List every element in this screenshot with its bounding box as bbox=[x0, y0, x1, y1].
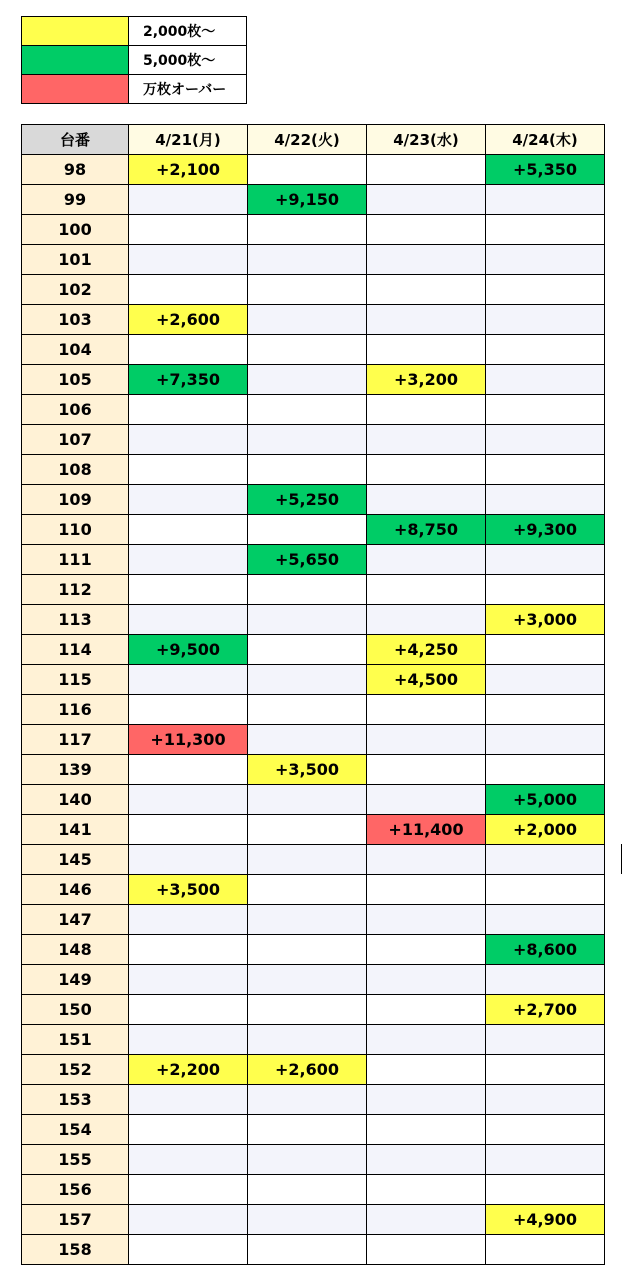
result-cell bbox=[129, 185, 248, 215]
result-cell bbox=[248, 425, 367, 455]
machine-number-cell: 112 bbox=[22, 575, 129, 605]
result-cell bbox=[486, 1085, 605, 1115]
table-row bbox=[22, 455, 605, 485]
table-row bbox=[22, 1235, 605, 1265]
machine-number-cell: 104 bbox=[22, 335, 129, 365]
table-row bbox=[22, 1025, 605, 1055]
result-cell: +9,150 bbox=[248, 185, 367, 215]
result-cell: +5,000 bbox=[486, 785, 605, 815]
result-cell bbox=[129, 605, 248, 635]
machine-number-cell: 153 bbox=[22, 1085, 129, 1115]
table-row bbox=[22, 395, 605, 425]
result-cell bbox=[486, 575, 605, 605]
result-cell bbox=[129, 395, 248, 425]
result-cell bbox=[486, 725, 605, 755]
result-cell bbox=[248, 935, 367, 965]
machine-number-cell: 150 bbox=[22, 995, 129, 1025]
result-cell bbox=[367, 545, 486, 575]
machine-number-header: 台番 bbox=[22, 125, 129, 155]
result-cell bbox=[486, 1145, 605, 1175]
result-cell: +2,200 bbox=[129, 1055, 248, 1085]
legend-row-5000 bbox=[22, 46, 247, 75]
result-cell: +7,350 bbox=[129, 365, 248, 395]
result-cell bbox=[248, 995, 367, 1025]
result-cell bbox=[367, 1145, 486, 1175]
result-cell bbox=[367, 1175, 486, 1205]
result-cell bbox=[129, 575, 248, 605]
table-row bbox=[22, 665, 605, 695]
day-header: 4/24(木) bbox=[486, 125, 605, 155]
result-cell: +9,300 bbox=[486, 515, 605, 545]
table-row bbox=[22, 905, 605, 935]
machine-number-cell: 100 bbox=[22, 215, 129, 245]
machine-number-cell: 109 bbox=[22, 485, 129, 515]
result-cell bbox=[248, 1025, 367, 1055]
result-cell: +2,100 bbox=[129, 155, 248, 185]
result-cell bbox=[367, 575, 486, 605]
table-row bbox=[22, 935, 605, 965]
result-cell bbox=[248, 815, 367, 845]
machine-number-cell: 139 bbox=[22, 755, 129, 785]
result-cell bbox=[486, 485, 605, 515]
day-header: 4/22(火) bbox=[248, 125, 367, 155]
result-cell bbox=[129, 1145, 248, 1175]
machine-number-cell: 113 bbox=[22, 605, 129, 635]
result-cell: +2,700 bbox=[486, 995, 605, 1025]
result-cell bbox=[367, 215, 486, 245]
day-header: 4/21(月) bbox=[129, 125, 248, 155]
result-cell: +2,600 bbox=[129, 305, 248, 335]
result-cell bbox=[486, 1025, 605, 1055]
result-cell bbox=[486, 665, 605, 695]
table-row bbox=[22, 155, 605, 185]
machine-number-cell: 146 bbox=[22, 875, 129, 905]
table-row bbox=[22, 1055, 605, 1085]
machine-number-cell: 116 bbox=[22, 695, 129, 725]
table-row bbox=[22, 875, 605, 905]
result-cell bbox=[486, 425, 605, 455]
result-cell bbox=[129, 905, 248, 935]
table-row bbox=[22, 485, 605, 515]
result-cell bbox=[248, 245, 367, 275]
machine-number-cell: 107 bbox=[22, 425, 129, 455]
result-cell bbox=[486, 455, 605, 485]
result-cell bbox=[248, 605, 367, 635]
result-cell bbox=[129, 545, 248, 575]
result-cell bbox=[129, 485, 248, 515]
table-row bbox=[22, 365, 605, 395]
result-cell bbox=[248, 575, 367, 605]
result-cell bbox=[367, 1115, 486, 1145]
result-cell bbox=[486, 1235, 605, 1265]
result-cell: +2,000 bbox=[486, 815, 605, 845]
result-cell bbox=[248, 395, 367, 425]
result-cell bbox=[129, 785, 248, 815]
result-cell: +4,900 bbox=[486, 1205, 605, 1235]
machine-number-cell: 152 bbox=[22, 1055, 129, 1085]
table-row bbox=[22, 995, 605, 1025]
result-cell bbox=[367, 995, 486, 1025]
result-cell bbox=[486, 545, 605, 575]
result-cell bbox=[367, 605, 486, 635]
table-row bbox=[22, 605, 605, 635]
machine-number-cell: 145 bbox=[22, 845, 129, 875]
result-cell bbox=[248, 515, 367, 545]
legend-label: 万枚オーバー bbox=[129, 75, 247, 104]
table-row bbox=[22, 245, 605, 275]
table-row bbox=[22, 425, 605, 455]
result-cell bbox=[367, 695, 486, 725]
table-row bbox=[22, 785, 605, 815]
result-cell bbox=[248, 1175, 367, 1205]
result-cell bbox=[367, 1235, 486, 1265]
table-row bbox=[22, 305, 605, 335]
result-cell bbox=[129, 695, 248, 725]
machine-number-cell: 101 bbox=[22, 245, 129, 275]
result-cell bbox=[129, 995, 248, 1025]
result-cell bbox=[248, 215, 367, 245]
result-cell bbox=[486, 185, 605, 215]
result-cell bbox=[486, 335, 605, 365]
result-cell: +8,750 bbox=[367, 515, 486, 545]
result-cell: +3,200 bbox=[367, 365, 486, 395]
result-cell bbox=[486, 965, 605, 995]
machine-number-cell: 157 bbox=[22, 1205, 129, 1235]
result-cell bbox=[367, 1025, 486, 1055]
machine-number-cell: 98 bbox=[22, 155, 129, 185]
result-cell bbox=[248, 455, 367, 485]
result-cell bbox=[367, 185, 486, 215]
table-row bbox=[22, 965, 605, 995]
result-cell: +3,000 bbox=[486, 605, 605, 635]
table-row bbox=[22, 1175, 605, 1205]
machine-number-cell: 155 bbox=[22, 1145, 129, 1175]
result-cell bbox=[486, 1115, 605, 1145]
legend-label: 2,000枚～ bbox=[129, 17, 247, 46]
result-cell bbox=[129, 425, 248, 455]
table-row bbox=[22, 275, 605, 305]
result-cell bbox=[129, 1115, 248, 1145]
machine-number-cell: 148 bbox=[22, 935, 129, 965]
result-cell: +11,400 bbox=[367, 815, 486, 845]
legend-swatch-red bbox=[22, 75, 129, 104]
result-cell bbox=[129, 215, 248, 245]
legend-row-2000 bbox=[22, 17, 247, 46]
result-cell bbox=[248, 845, 367, 875]
stray-border-line bbox=[621, 844, 622, 874]
result-cell bbox=[248, 305, 367, 335]
result-cell bbox=[367, 935, 486, 965]
result-cell bbox=[248, 875, 367, 905]
result-cell bbox=[367, 875, 486, 905]
result-cell bbox=[367, 725, 486, 755]
result-cell bbox=[248, 155, 367, 185]
table-row bbox=[22, 755, 605, 785]
result-cell: +2,600 bbox=[248, 1055, 367, 1085]
machine-number-cell: 117 bbox=[22, 725, 129, 755]
result-cell bbox=[367, 245, 486, 275]
table-row bbox=[22, 695, 605, 725]
result-cell bbox=[248, 725, 367, 755]
result-cell: +11,300 bbox=[129, 725, 248, 755]
result-cell bbox=[367, 1205, 486, 1235]
result-cell bbox=[129, 1235, 248, 1265]
result-cell bbox=[129, 1205, 248, 1235]
result-cell bbox=[129, 965, 248, 995]
machine-number-cell: 156 bbox=[22, 1175, 129, 1205]
legend-row-10000 bbox=[22, 75, 247, 104]
result-cell bbox=[129, 335, 248, 365]
result-cell bbox=[367, 395, 486, 425]
machine-number-cell: 99 bbox=[22, 185, 129, 215]
table-row bbox=[22, 575, 605, 605]
machine-number-cell: 111 bbox=[22, 545, 129, 575]
machine-number-cell: 141 bbox=[22, 815, 129, 845]
result-cell: +4,250 bbox=[367, 635, 486, 665]
result-cell bbox=[486, 635, 605, 665]
result-cell bbox=[486, 275, 605, 305]
table-row bbox=[22, 845, 605, 875]
result-cell: +5,250 bbox=[248, 485, 367, 515]
table-row bbox=[22, 725, 605, 755]
result-cell bbox=[129, 815, 248, 845]
machine-number-cell: 154 bbox=[22, 1115, 129, 1145]
table-row bbox=[22, 1145, 605, 1175]
result-cell bbox=[367, 755, 486, 785]
machine-number-cell: 151 bbox=[22, 1025, 129, 1055]
result-cell bbox=[248, 965, 367, 995]
table-row bbox=[22, 1085, 605, 1115]
result-cell bbox=[129, 1085, 248, 1115]
machine-number-cell: 108 bbox=[22, 455, 129, 485]
result-cell bbox=[248, 665, 367, 695]
result-cell bbox=[367, 1085, 486, 1115]
machine-number-cell: 114 bbox=[22, 635, 129, 665]
result-cell bbox=[486, 1175, 605, 1205]
result-cell bbox=[367, 305, 486, 335]
result-cell bbox=[486, 845, 605, 875]
result-cell bbox=[486, 365, 605, 395]
result-cell bbox=[367, 155, 486, 185]
machine-number-cell: 140 bbox=[22, 785, 129, 815]
result-cell bbox=[486, 755, 605, 785]
machine-number-cell: 110 bbox=[22, 515, 129, 545]
result-cell bbox=[367, 1055, 486, 1085]
result-cell bbox=[486, 905, 605, 935]
machine-number-cell: 106 bbox=[22, 395, 129, 425]
result-cell bbox=[367, 485, 486, 515]
result-cell bbox=[248, 635, 367, 665]
table-row bbox=[22, 335, 605, 365]
result-cell bbox=[129, 245, 248, 275]
table-row bbox=[22, 1115, 605, 1145]
legend-swatch-yellow bbox=[22, 17, 129, 46]
table-row bbox=[22, 185, 605, 215]
result-cell bbox=[129, 755, 248, 785]
machine-results-table bbox=[21, 124, 605, 1265]
machine-number-cell: 103 bbox=[22, 305, 129, 335]
day-header: 4/23(水) bbox=[367, 125, 486, 155]
color-legend bbox=[21, 16, 247, 104]
result-cell bbox=[248, 1235, 367, 1265]
result-cell bbox=[248, 1145, 367, 1175]
result-cell bbox=[367, 785, 486, 815]
result-cell: +8,600 bbox=[486, 935, 605, 965]
legend-label: 5,000枚～ bbox=[129, 46, 247, 75]
result-cell bbox=[486, 875, 605, 905]
result-cell: +3,500 bbox=[129, 875, 248, 905]
result-cell bbox=[367, 275, 486, 305]
table-row bbox=[22, 545, 605, 575]
result-cell bbox=[129, 515, 248, 545]
result-cell bbox=[486, 695, 605, 725]
result-cell bbox=[129, 455, 248, 485]
result-cell bbox=[486, 215, 605, 245]
result-cell bbox=[129, 845, 248, 875]
result-cell bbox=[248, 1115, 367, 1145]
result-cell bbox=[486, 245, 605, 275]
result-cell bbox=[129, 275, 248, 305]
result-cell bbox=[367, 845, 486, 875]
machine-number-cell: 102 bbox=[22, 275, 129, 305]
result-cell: +5,350 bbox=[486, 155, 605, 185]
result-cell bbox=[248, 785, 367, 815]
table-row bbox=[22, 635, 605, 665]
result-cell bbox=[248, 275, 367, 305]
machine-number-cell: 158 bbox=[22, 1235, 129, 1265]
result-cell bbox=[129, 665, 248, 695]
result-cell bbox=[248, 1085, 367, 1115]
table-row bbox=[22, 515, 605, 545]
result-cell: +4,500 bbox=[367, 665, 486, 695]
result-cell bbox=[248, 335, 367, 365]
result-cell: +9,500 bbox=[129, 635, 248, 665]
result-cell bbox=[248, 365, 367, 395]
table-row bbox=[22, 1205, 605, 1235]
result-cell bbox=[248, 695, 367, 725]
table-row bbox=[22, 815, 605, 845]
result-cell bbox=[129, 1025, 248, 1055]
machine-number-cell: 149 bbox=[22, 965, 129, 995]
machine-number-cell: 105 bbox=[22, 365, 129, 395]
result-cell: +5,650 bbox=[248, 545, 367, 575]
table-row bbox=[22, 215, 605, 245]
result-cell bbox=[248, 905, 367, 935]
result-cell bbox=[367, 905, 486, 935]
result-cell bbox=[129, 1175, 248, 1205]
result-cell bbox=[486, 305, 605, 335]
machine-number-cell: 115 bbox=[22, 665, 129, 695]
result-cell bbox=[367, 335, 486, 365]
machine-number-cell: 147 bbox=[22, 905, 129, 935]
result-cell bbox=[367, 425, 486, 455]
header-row bbox=[22, 125, 605, 155]
legend-swatch-green bbox=[22, 46, 129, 75]
result-cell bbox=[486, 395, 605, 425]
result-cell bbox=[486, 1055, 605, 1085]
result-cell bbox=[129, 935, 248, 965]
table-body bbox=[22, 155, 605, 1265]
result-cell bbox=[367, 965, 486, 995]
result-cell bbox=[248, 1205, 367, 1235]
result-cell: +3,500 bbox=[248, 755, 367, 785]
result-cell bbox=[367, 455, 486, 485]
